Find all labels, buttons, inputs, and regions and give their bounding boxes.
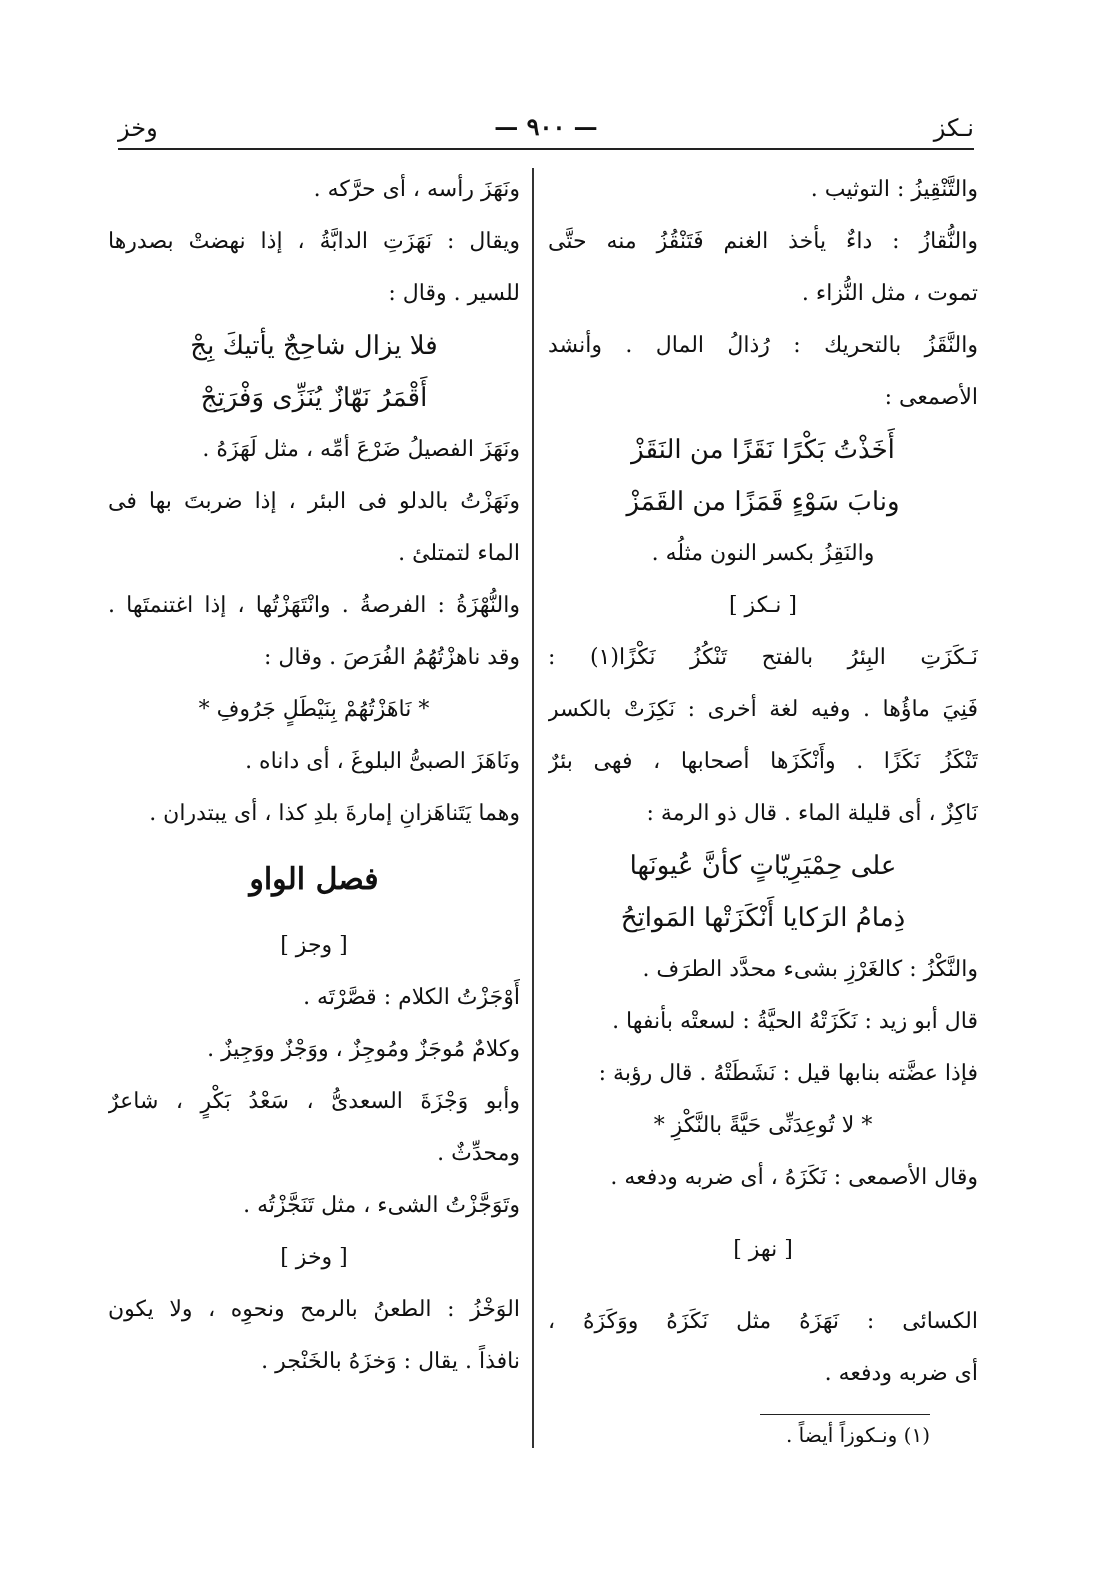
entry-heading: [ وجز ]	[280, 933, 348, 958]
text-line: فإذا عضَّته بنابها قيل : نَشَطَتْهُ . قال رؤبة :	[598, 1061, 978, 1086]
text-line: ونَهَزْتُ بالدلو فى البئر ، إذا ضربتَ بها فى	[108, 489, 520, 514]
text-line: وهما يَتَناهَزانِ إمارةَ بلدِ كذا ، أى يبتدران .	[149, 801, 520, 826]
text-line: والتَّنْقِيزُ : التوثيب .	[810, 177, 978, 202]
text-line: ونَهَزَ الفصيلُ ضَرْعَ أمِّه ، مثل لَهَزَهُ .	[202, 437, 520, 462]
text-line: الأصمعى :	[884, 385, 978, 410]
text-line: والنَّكْزُ : كالغَرْزِ بشىء محدَّد الطرَف .	[642, 957, 978, 982]
text-line: فَنِيَ ماؤُها . وفيه لغة أخرى : نَكِزَتْ بالكسر	[548, 697, 978, 722]
text-line: والنَّقَزُ بالتحريك : رُذالُ المال . وأنشد	[548, 333, 978, 358]
spacer	[548, 1204, 978, 1224]
text-line: نافذاً . يقال : وَخزَهُ بالخَنْجر .	[261, 1349, 520, 1374]
text-line: والنُّقازُ : داءٌ يأخذ الغنم فَتَنْقُزُ منه حتَّى	[548, 229, 978, 254]
verse-line: ذِمامُ الرَكايا أَنْكَزَتْها المَواتِحُ	[620, 903, 906, 933]
entry-heading: [ نهز ]	[733, 1237, 793, 1262]
entry-heading: [ وخز ]	[280, 1245, 348, 1270]
text-line: نَـكَزَتِ البِئرُ بالفتح تَنْكُزُ نَكْزًا(١) :	[548, 645, 978, 670]
running-head-left: وخز	[118, 114, 158, 142]
text-line: والنُّهْزَةُ : الفرصةُ . وانْتَهَزْتُها ، إذا اغتنمتَها .	[108, 593, 520, 618]
text-line: وقد ناهزْتُهُمُ الفُرَصَ . وقال :	[263, 645, 520, 670]
text-line: وأبو وَجْزَةَ السعدىُّ ، سَعْدُ بَكْرٍ ، شاعرٌ	[108, 1089, 520, 1114]
text-line: الوَخْزُ : الطعنُ بالرمح ونحوِه ، ولا يكون	[108, 1297, 520, 1322]
text-line: الماء لتمتلئ .	[398, 541, 520, 566]
right-column	[548, 164, 978, 1455]
text-line: والنَقِزُ بكسر النون مثلُه .	[651, 541, 875, 566]
text-line: للسير . وقال :	[388, 281, 520, 306]
verse-line: أَقْمَرُ نَهّازٌ يُنَزِّى وَفْرَتِجْ	[200, 383, 428, 413]
text-line: تَنْكَزُ نَكَزًا . وأَنْكَزَها أصحابها ، فهى بئرٌ	[548, 749, 978, 774]
verse-line: فلا يزال شاحِجٌ يأتيكَ بِجْ	[190, 331, 438, 361]
spacer	[548, 1276, 978, 1296]
text-line: أى ضربه ودفعه .	[824, 1361, 978, 1386]
verse-line: ونابَ سَوْءٍ قَمَزًا من القَمَزْ	[626, 487, 900, 517]
text-line: الكسائى : نَهَزَهُ مثل نَكَزَهُ ووَكَزَهُ ،	[548, 1309, 978, 1334]
text-line: ويقال : نَهَزَتِ الدابَّةُ ، إذا نهضتْ بصدرها	[108, 229, 520, 254]
section-title: فصل الواو	[249, 862, 379, 897]
text-line: نَاكِزٌ ، أى قليلة الماء . قال ذو الرمة :	[646, 801, 978, 826]
column-divider	[532, 168, 534, 1448]
verse-line: * لا تُوعِدَنِّى حَيَّةً بالنَّكْزِ *	[653, 1113, 873, 1138]
running-head-right: نـكز	[933, 114, 974, 142]
page-header	[118, 108, 974, 150]
page-number: — ٩٠٠ —	[494, 112, 598, 141]
text-line: وقال الأصمعى : نَكَزَهُ ، أى ضربه ودفعه .	[610, 1165, 978, 1190]
entry-heading: [ نـكز ]	[728, 593, 797, 618]
text-line: ونَهَزَ رأسه ، أى حرَّكه .	[313, 177, 520, 202]
verse-line: أَخَذْتُ بَكْرًا نَقَزًا من النَقَزْ	[631, 435, 895, 465]
verse-line: * نَاهَزْتُهُمْ بِنَيْطَلٍ جَرُوفِ *	[198, 697, 430, 722]
text-line: قال أبو زيد : نَكَزَتْهُ الحيَّةُ : لسعتْه بأنفها .	[612, 1009, 978, 1034]
left-column	[108, 164, 520, 1388]
footnote: (١) ونـكوزاً أيضاً .	[785, 1423, 930, 1447]
text-line: وتَوَجَّزْتُ الشىء ، مثل تَنَجَّزْتُه .	[243, 1193, 520, 1218]
text-line: أَوْجَزْتُ الكلام : قصَّرْتَه .	[303, 985, 520, 1010]
verse-line: على حِمْيَرِيّاتٍ كأنَّ عُيونَها	[629, 851, 897, 881]
text-line: وكلامٌ مُوجَزٌ ومُوجِزٌ ، ووَجْزٌ ووَجِيزٌ .	[207, 1037, 520, 1062]
text-line: ونَاهَزَ الصبىُّ البلوغَ ، أى داناه .	[245, 749, 520, 774]
text-line: ومحدِّثٌ .	[437, 1141, 520, 1166]
text-line: تموت ، مثل النُّزاء .	[801, 281, 978, 306]
